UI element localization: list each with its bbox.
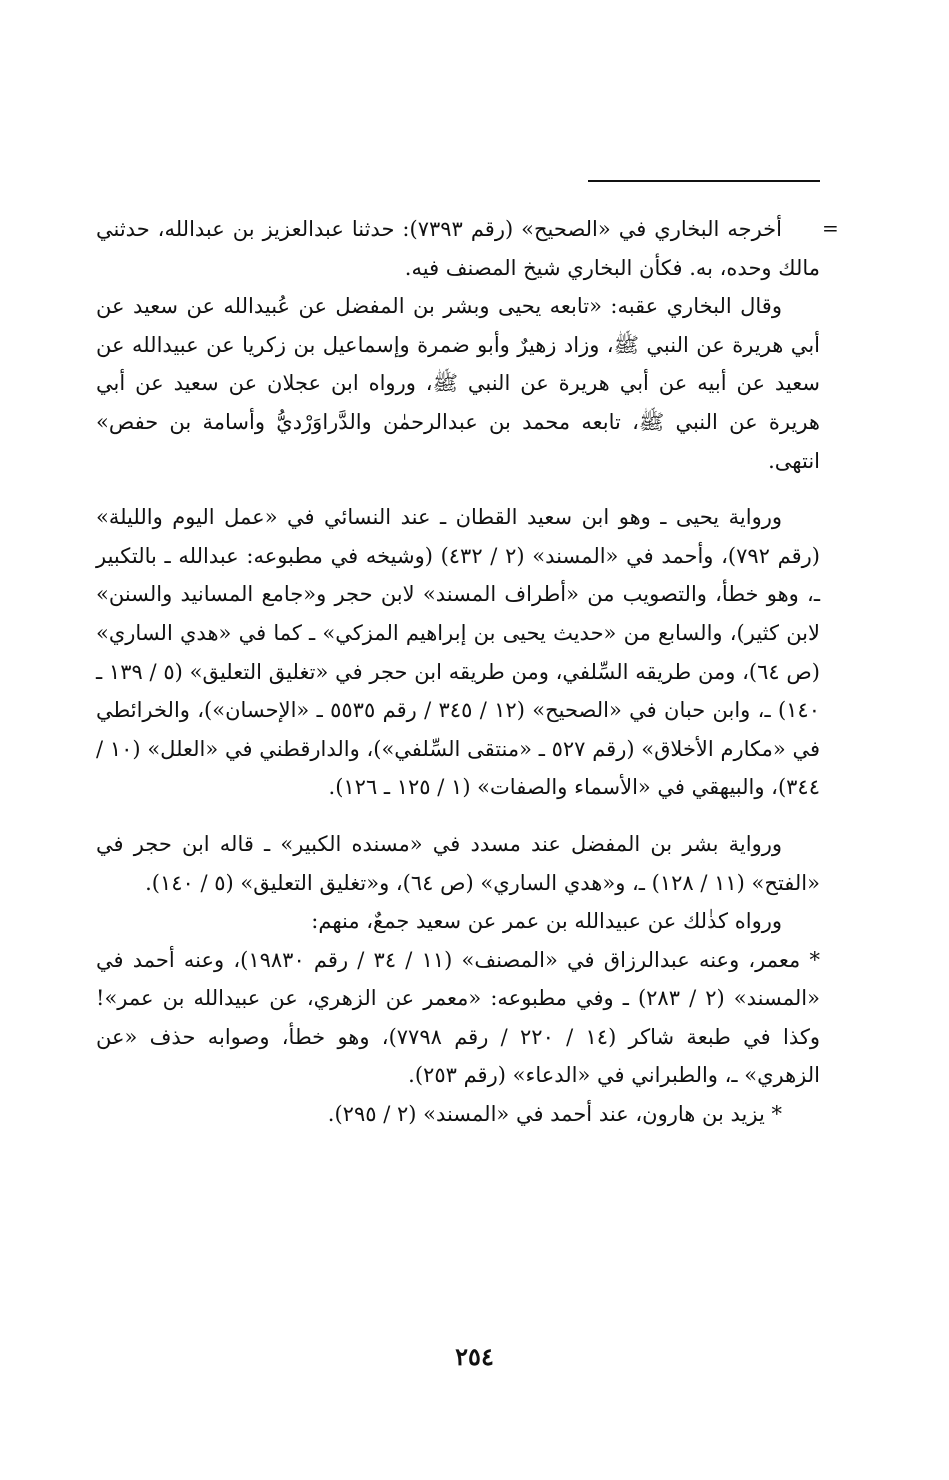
- paragraph-yahya-narration: ورواية يحيى ـ وهو ابن سعيد القطان ـ عند النسائي في «عمل اليوم والليلة» (رقم ٧٩٢)، وأحمد في «المسند» (٢ / ٤٣٢) (وشيخه في مطبوعه: عبدالله ـ بالتكبير ـ، وهو خطأ، والتصويب من «أطراف المسند» لابن حجر و«جامع المسانيد والسنن» لابن كثير)، والسابع من «حديث يحيى بن إبراهيم المزكي» ـ كما في «هدي الساري» (ص ٦٤)، ومن طريقه السِّلفي، ومن طريقه ابن حجر في «تغليق التعليق» (٥ / ١٣٩ ـ ١٤٠) ـ، وابن حبان في «الصحيح» (١٢ / ٣٤٥ / رقم ٥٥٣٥ ـ «الإحسان»)، والخرائطي في «مكارم الأخلاق» (رقم ٥٢٧ ـ «منتقى السِّلفي»)، والدارقطني في «العلل» (١٠ / ٣٤٤)، والبيهقي في «الأسماء والصفات» (١ / ١٢٥ ـ ١٢٦).: [96, 505, 820, 800]
- paragraph-bukhari-source: أخرجه البخاري في «الصحيح» (رقم ٧٣٩٣): حدثنا عبدالعزيز بن عبدالله، حدثني مالك وحده، به. فكأن البخاري شيخ المصنف فيه.: [96, 217, 820, 280]
- paragraph-mamar: * معمر، وعنه عبدالرزاق في «المصنف» (١١ / ٣٤ / رقم ١٩٨٣٠)، وعنه أحمد في «المسند» (٢ / ٢٨٣) ـ وفي مطبوعه: «معمر عن الزهري، عن عبيدالله بن عمر»! وكذا في طبعة شاكر (١٤ / ٢٢٠ / رقم ٧٧٩٨)، وهو خطأ، وصوابه حذف «عن الزهري» ـ، والطبراني في «الدعاء» (رقم ٢٥٣).: [96, 947, 820, 1088]
- footnote-body: [96, 210, 820, 1134]
- paragraph-bishr-narration: ورواية بشر بن المفضل عند مسدد في «مسنده الكبير» ـ قاله ابن حجر في «الفتح» (١١ / ١٢٨) ـ، و«هدي الساري» (ص ٦٤)، و«تغليق التعليق» (٥ / ١٤٠).: [96, 831, 820, 895]
- page-number: ٢٥٤: [455, 1342, 494, 1371]
- footnote-continuation-mark: =: [822, 216, 839, 240]
- footnote-separator-rule: [588, 180, 820, 182]
- paragraph-others-intro: ورواه كذٰلك عن عبيدالله بن عمر عن سعيد جمعٌ، منهم:: [311, 909, 782, 934]
- paragraph-yazid: * يزيد بن هارون، عند أحمد في «المسند» (٢ / ٢٩٥).: [327, 1102, 782, 1127]
- paragraph-bukhari-comment: وقال البخاري عقبه: «تابعه يحيى وبشر بن المفضل عن عُبيدالله عن سعيد عن أبي هريرة عن النبي ﷺ، وزاد زهيرٌ وأبو ضمرة وإسماعيل بن زكريا عن عبيدالله عن سعيد عن أبيه عن أبي هريرة عن النبي ﷺ، ورواه ابن عجلان عن سعيد عن أبي هريرة عن النبي ﷺ، تابعه محمد بن عبدالرحمٰن والدَّراوَرْديُّ وأسامة بن حفص» انتهى.: [96, 294, 820, 473]
